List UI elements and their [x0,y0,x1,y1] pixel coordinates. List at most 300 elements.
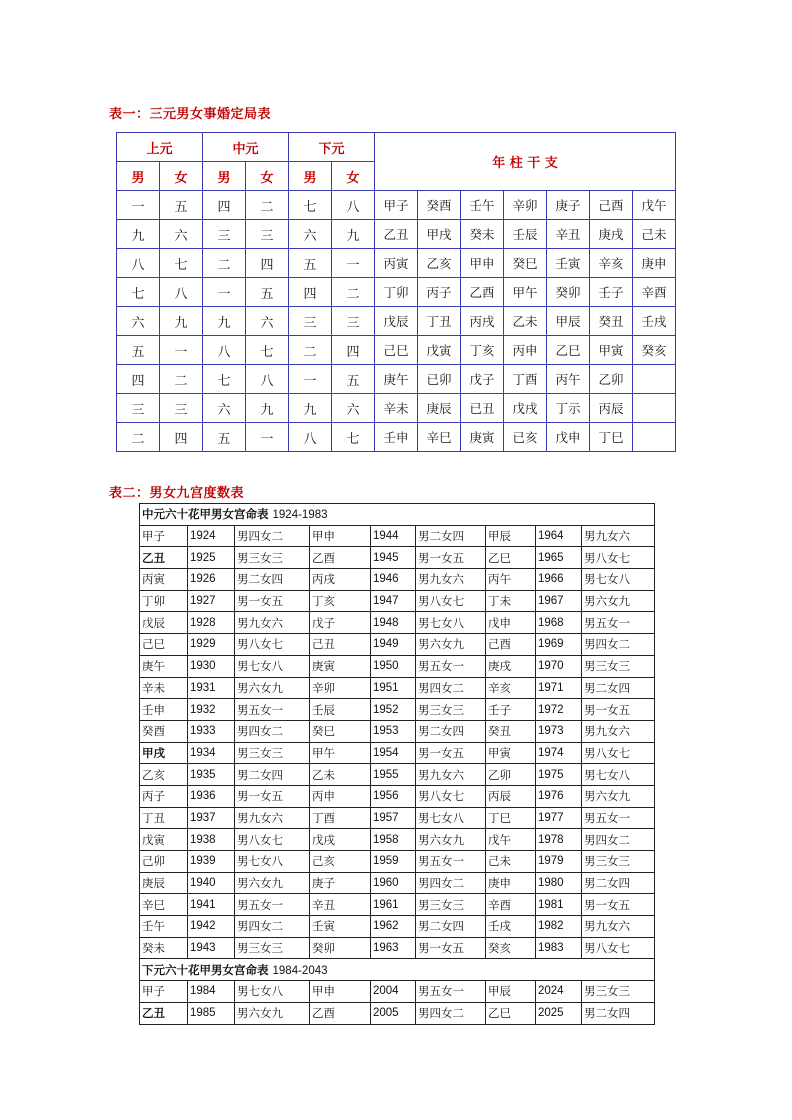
year-cell: 1935 [188,764,235,786]
year-cell: 1947 [371,590,416,612]
year-cell: 1928 [188,612,235,634]
palace-number-cell: 三 [332,307,375,336]
palace-number-cell: 七 [160,249,203,278]
header-female: 女 [246,162,289,191]
ganzhi-cell: 己巳 [375,336,418,365]
ganzhi-cell: 丁酉 [504,365,547,394]
ganzhi-cell: 癸巳 [504,249,547,278]
palace-number-cell: 三 [203,220,246,249]
year-cell: 1960 [371,872,416,894]
palace-number-cell: 五 [203,423,246,452]
table2-row [140,699,655,721]
table2-row [140,720,655,742]
ganzhi-cell: 丙申 [310,785,371,807]
section-row [140,959,655,981]
palace-cell: 男八女七 [582,547,655,569]
year-cell: 2005 [371,1002,416,1024]
palace-cell: 男三女三 [416,894,486,916]
year-cell: 1953 [371,720,416,742]
year-cell: 1965 [536,547,582,569]
palace-cell: 男一女五 [416,547,486,569]
palace-cell: 男五女一 [416,851,486,873]
table1-row [117,249,676,278]
year-cell: 1970 [536,655,582,677]
palace-number-cell: 七 [332,423,375,452]
palace-cell: 男二女四 [416,720,486,742]
ganzhi-cell: 己酉 [486,634,536,656]
table1-row [117,423,676,452]
table1-title: 表一：三元男女事婚定局表 [109,107,272,122]
table2-row [140,807,655,829]
palace-cell: 男四女二 [582,829,655,851]
palace-cell: 男六女九 [416,634,486,656]
palace-cell: 男四女二 [416,677,486,699]
palace-cell: 男二女四 [235,764,310,786]
year-cell: 1971 [536,677,582,699]
palace-cell: 男四女二 [582,634,655,656]
ganzhi-cell: 癸卯 [310,937,371,959]
year-cell: 1924 [188,525,235,547]
table2-row [140,655,655,677]
ganzhi-cell: 壬子 [590,278,633,307]
palace-cell: 男七女八 [582,569,655,591]
palace-number-cell: 九 [332,220,375,249]
ganzhi-cell: 丙子 [418,278,461,307]
palace-cell: 男七女八 [235,655,310,677]
palace-cell: 男一女五 [235,590,310,612]
year-cell: 1982 [536,916,582,938]
palace-cell: 男九女六 [582,525,655,547]
palace-cell: 男九女六 [582,916,655,938]
ganzhi-cell: 丙寅 [140,569,188,591]
palace-cell: 男一女五 [416,742,486,764]
ganzhi-cell: 乙亥 [418,249,461,278]
table2-row [140,981,655,1003]
ganzhi-cell: 甲子 [375,191,418,220]
ganzhi-cell: 丁巳 [486,807,536,829]
palace-number-cell: 四 [160,423,203,452]
ganzhi-cell: 壬子 [486,699,536,721]
palace-cell: 男五女一 [582,612,655,634]
year-cell: 2024 [536,981,582,1003]
palace-cell: 男二女四 [582,677,655,699]
ganzhi-cell: 丁巳 [590,423,633,452]
table2-row [140,916,655,938]
ganzhi-cell: 己卯 [140,851,188,873]
ganzhi-cell: 丁亥 [461,336,504,365]
header-ganzhi: 年 柱 干 支 [375,133,676,191]
ganzhi-cell: 甲戌 [140,742,188,764]
table2-row [140,525,655,547]
year-cell: 1983 [536,937,582,959]
year-cell: 1975 [536,764,582,786]
table2-row [140,547,655,569]
table2-row [140,894,655,916]
palace-number-cell: 三 [160,394,203,423]
year-cell: 1925 [188,547,235,569]
ganzhi-cell: 癸亥 [633,336,676,365]
year-cell: 2004 [371,981,416,1003]
year-cell: 1930 [188,655,235,677]
palace-number-cell: 二 [289,336,332,365]
ganzhi-cell: 壬戌 [633,307,676,336]
header-male: 男 [117,162,160,191]
palace-cell: 男四女二 [416,1002,486,1024]
palace-number-cell: 九 [289,394,332,423]
ganzhi-cell: 戊辰 [140,612,188,634]
ganzhi-cell: 癸酉 [140,720,188,742]
palace-cell: 男一女五 [582,894,655,916]
ganzhi-cell: 戊午 [486,829,536,851]
palace-cell: 男四女二 [416,872,486,894]
year-cell: 1972 [536,699,582,721]
palace-number-cell: 五 [117,336,160,365]
ganzhi-cell: 甲午 [310,742,371,764]
ganzhi-cell: 庚子 [547,191,590,220]
year-cell: 1963 [371,937,416,959]
year-cell: 1933 [188,720,235,742]
ganzhi-cell: 戊子 [310,612,371,634]
header-female: 女 [332,162,375,191]
section-range: 1984-2043 [272,964,328,977]
ganzhi-cell: 甲午 [504,278,547,307]
ganzhi-cell: 癸亥 [486,937,536,959]
nine-palace-table [139,503,655,1025]
palace-cell: 男七女八 [235,981,310,1003]
year-cell: 1985 [188,1002,235,1024]
year-cell: 1974 [536,742,582,764]
ganzhi-cell: 庚申 [486,872,536,894]
palace-number-cell: 九 [246,394,289,423]
palace-cell: 男三女三 [235,742,310,764]
palace-number-cell: 五 [289,249,332,278]
ganzhi-cell: 甲子 [140,981,188,1003]
ganzhi-cell: 庚戌 [486,655,536,677]
palace-number-cell: 九 [203,307,246,336]
ganzhi-cell: 辛丑 [310,894,371,916]
ganzhi-cell: 癸未 [461,220,504,249]
ganzhi-cell: 丙子 [140,785,188,807]
year-cell: 1936 [188,785,235,807]
palace-cell: 男一女五 [582,699,655,721]
palace-cell: 男二女四 [582,872,655,894]
year-cell: 1980 [536,872,582,894]
year-cell: 2025 [536,1002,582,1024]
palace-number-cell: 八 [332,191,375,220]
table2-row [140,785,655,807]
section-name: 下元六十花甲男女宫命表 [142,962,269,977]
ganzhi-cell: 甲寅 [590,336,633,365]
ganzhi-cell: 丙午 [486,569,536,591]
palace-cell: 男一女五 [235,785,310,807]
header-male: 男 [289,162,332,191]
year-cell: 1979 [536,851,582,873]
palace-cell: 男六女九 [582,785,655,807]
year-cell: 1964 [536,525,582,547]
palace-number-cell: 一 [203,278,246,307]
ganzhi-cell: 乙未 [310,764,371,786]
year-cell: 1957 [371,807,416,829]
ganzhi-cell: 壬辰 [504,220,547,249]
palace-cell: 男二女四 [416,916,486,938]
ganzhi-cell: 辛卯 [504,191,547,220]
year-cell: 1973 [536,720,582,742]
ganzhi-cell: 已卯 [418,365,461,394]
palace-cell: 男三女三 [582,655,655,677]
palace-number-cell: 二 [246,191,289,220]
year-cell: 1932 [188,699,235,721]
palace-cell: 男八女七 [416,785,486,807]
ganzhi-cell: 戊辰 [375,307,418,336]
palace-cell: 男四女二 [235,720,310,742]
table1-row [117,336,676,365]
year-cell: 1977 [536,807,582,829]
year-cell: 1976 [536,785,582,807]
year-cell: 1948 [371,612,416,634]
year-cell: 1939 [188,851,235,873]
palace-cell: 男六女九 [416,829,486,851]
palace-cell: 男四女二 [235,525,310,547]
ganzhi-cell: 辛亥 [486,677,536,699]
ganzhi-cell: 丙辰 [486,785,536,807]
palace-cell: 男八女七 [235,829,310,851]
palace-cell: 男五女一 [235,894,310,916]
year-cell: 1942 [188,916,235,938]
palace-cell: 男六女九 [235,872,310,894]
year-cell: 1967 [536,590,582,612]
palace-number-cell: 七 [203,365,246,394]
table1-row [117,394,676,423]
ganzhi-cell: 乙卯 [590,365,633,394]
ganzhi-cell: 甲辰 [486,525,536,547]
ganzhi-cell: 乙巳 [486,1002,536,1024]
palace-number-cell: 八 [246,365,289,394]
year-cell: 1937 [188,807,235,829]
palace-number-cell: 四 [332,336,375,365]
palace-number-cell: 四 [246,249,289,278]
palace-number-cell: 三 [289,307,332,336]
header-female: 女 [160,162,203,191]
ganzhi-cell: 辛卯 [310,677,371,699]
ganzhi-cell: 丁酉 [310,807,371,829]
ganzhi-cell: 己未 [633,220,676,249]
table1-row [117,278,676,307]
palace-cell: 男二女四 [582,1002,655,1024]
year-cell: 1938 [188,829,235,851]
ganzhi-cell: 庚戌 [590,220,633,249]
ganzhi-cell: 乙卯 [486,764,536,786]
table2-row [140,612,655,634]
palace-number-cell: 七 [246,336,289,365]
header-zhongyuan: 中元 [203,133,289,162]
table2-row [140,569,655,591]
ganzhi-cell: 丙戌 [461,307,504,336]
year-cell: 1955 [371,764,416,786]
ganzhi-cell: 甲寅 [486,742,536,764]
ganzhi-cell: 癸未 [140,937,188,959]
table2-row [140,872,655,894]
year-cell: 1981 [536,894,582,916]
ganzhi-cell: 甲辰 [486,981,536,1003]
year-cell: 1944 [371,525,416,547]
ganzhi-cell: 辛巳 [418,423,461,452]
palace-number-cell: 三 [117,394,160,423]
ganzhi-cell: 庚寅 [461,423,504,452]
palace-cell: 男三女三 [582,981,655,1003]
palace-number-cell: 六 [203,394,246,423]
ganzhi-cell: 乙巳 [547,336,590,365]
palace-cell: 男三女三 [582,851,655,873]
year-cell: 1946 [371,569,416,591]
year-cell: 1952 [371,699,416,721]
ganzhi-cell: 丙辰 [590,394,633,423]
ganzhi-cell: 乙丑 [140,547,188,569]
year-cell: 1958 [371,829,416,851]
table1-row [117,220,676,249]
palace-cell: 男七女八 [416,807,486,829]
table2-row [140,677,655,699]
ganzhi-cell [633,365,676,394]
palace-number-cell: 八 [160,278,203,307]
ganzhi-cell: 己巳 [140,634,188,656]
ganzhi-cell: 戊申 [547,423,590,452]
palace-cell: 男一女五 [416,937,486,959]
ganzhi-cell: 壬戌 [486,916,536,938]
year-cell: 1927 [188,590,235,612]
palace-number-cell: 六 [246,307,289,336]
ganzhi-cell: 甲辰 [547,307,590,336]
ganzhi-cell: 庚辰 [418,394,461,423]
year-cell: 1984 [188,981,235,1003]
palace-number-cell: 二 [203,249,246,278]
palace-cell: 男九女六 [582,720,655,742]
year-cell: 1926 [188,569,235,591]
palace-cell: 男九女六 [416,764,486,786]
ganzhi-cell: 丁未 [486,590,536,612]
palace-number-cell: 六 [332,394,375,423]
palace-number-cell: 八 [117,249,160,278]
marriage-table [116,132,676,452]
year-cell: 1956 [371,785,416,807]
ganzhi-cell: 壬寅 [310,916,371,938]
year-cell: 1966 [536,569,582,591]
ganzhi-cell: 辛未 [140,677,188,699]
table1-row [117,365,676,394]
palace-cell: 男六女九 [582,590,655,612]
ganzhi-cell: 乙酉 [310,1002,371,1024]
year-cell: 1962 [371,916,416,938]
ganzhi-cell: 辛酉 [486,894,536,916]
ganzhi-cell [633,423,676,452]
palace-cell: 男七女八 [235,851,310,873]
ganzhi-cell: 乙酉 [310,547,371,569]
year-cell: 1968 [536,612,582,634]
ganzhi-cell: 丙戌 [310,569,371,591]
palace-cell: 男三女三 [416,699,486,721]
palace-cell: 男二女四 [416,525,486,547]
palace-number-cell: 六 [117,307,160,336]
palace-cell: 男七女八 [416,612,486,634]
year-cell: 1931 [188,677,235,699]
ganzhi-cell: 辛巳 [140,894,188,916]
table1-row [117,191,676,220]
table2-row [140,1002,655,1024]
year-cell: 1961 [371,894,416,916]
ganzhi-cell: 乙丑 [140,1002,188,1024]
palace-cell: 男五女一 [416,981,486,1003]
palace-number-cell: 八 [203,336,246,365]
ganzhi-cell: 乙丑 [375,220,418,249]
palace-number-cell: 五 [160,191,203,220]
ganzhi-cell: 壬寅 [547,249,590,278]
palace-number-cell: 五 [246,278,289,307]
ganzhi-cell: 戊午 [633,191,676,220]
palace-number-cell: 一 [289,365,332,394]
ganzhi-cell: 乙亥 [140,764,188,786]
ganzhi-cell: 癸丑 [486,720,536,742]
palace-cell: 男五女一 [235,699,310,721]
header-xiayuan: 下元 [289,133,375,162]
ganzhi-cell: 丁亥 [310,590,371,612]
section-title [140,959,655,981]
table2-row [140,937,655,959]
palace-number-cell: 二 [332,278,375,307]
ganzhi-cell: 壬申 [375,423,418,452]
ganzhi-cell: 庚申 [633,249,676,278]
year-cell: 1929 [188,634,235,656]
table2-title: 表二：男女九宫度数表 [109,486,245,501]
ganzhi-cell: 乙未 [504,307,547,336]
year-cell: 1945 [371,547,416,569]
ganzhi-cell: 己亥 [310,851,371,873]
section-range: 1924-1983 [272,509,328,522]
ganzhi-cell: 甲戌 [418,220,461,249]
palace-number-cell: 一 [160,336,203,365]
section-row [140,504,655,526]
table2-row [140,829,655,851]
ganzhi-cell: 甲子 [140,525,188,547]
palace-number-cell: 一 [117,191,160,220]
ganzhi-cell: 癸卯 [547,278,590,307]
table2-row [140,634,655,656]
palace-cell: 男八女七 [235,634,310,656]
header-male: 男 [203,162,246,191]
table2-row [140,742,655,764]
ganzhi-cell: 甲申 [310,981,371,1003]
palace-number-cell: 六 [160,220,203,249]
ganzhi-cell: 庚午 [375,365,418,394]
palace-cell: 男七女八 [582,764,655,786]
palace-cell: 男三女三 [235,547,310,569]
year-cell: 1969 [536,634,582,656]
ganzhi-cell: 壬辰 [310,699,371,721]
year-cell: 1934 [188,742,235,764]
ganzhi-cell: 庚辰 [140,872,188,894]
ganzhi-cell: 辛酉 [633,278,676,307]
palace-number-cell: 九 [160,307,203,336]
ganzhi-cell: 己未 [486,851,536,873]
ganzhi-cell: 丁卯 [140,590,188,612]
header-shangyuan: 上元 [117,133,203,162]
palace-cell: 男六女九 [235,677,310,699]
year-cell: 1950 [371,655,416,677]
palace-number-cell: 九 [117,220,160,249]
palace-number-cell: 七 [289,191,332,220]
ganzhi-cell: 辛未 [375,394,418,423]
ganzhi-cell: 戊戌 [504,394,547,423]
palace-number-cell: 四 [289,278,332,307]
table2-row [140,590,655,612]
